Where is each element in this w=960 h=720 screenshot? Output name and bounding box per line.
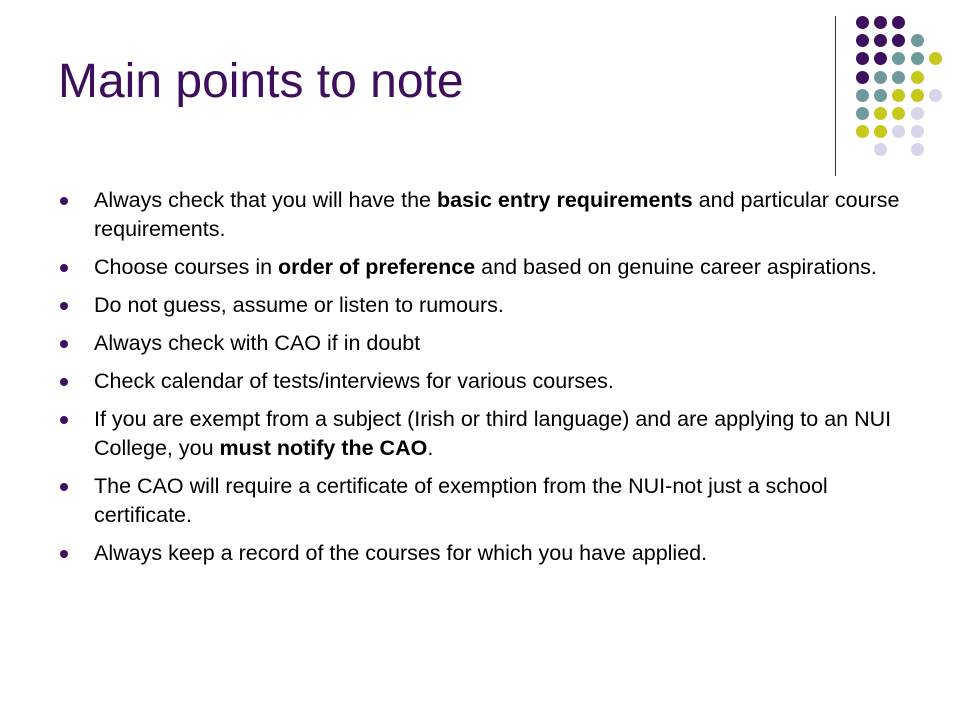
decorative-dot xyxy=(874,71,887,84)
bullet-text: and particular course requirements. xyxy=(94,188,900,241)
decorative-dot xyxy=(892,16,905,29)
slide-title: Main points to note xyxy=(58,55,464,108)
decorative-dot xyxy=(911,143,924,156)
bullet-text: If you are exempt from a subject (Irish or third language) and are applying to an NUI College, you xyxy=(94,407,892,460)
bullet-list xyxy=(58,186,908,577)
decorative-dot xyxy=(892,89,905,102)
decorative-dot xyxy=(911,107,924,120)
decorative-dot xyxy=(874,34,887,47)
decorative-dot xyxy=(856,52,869,65)
bullet-emphasis: order of preference xyxy=(278,255,476,279)
bullet-text: and based on genuine career aspirations. xyxy=(475,255,877,279)
decorative-dot xyxy=(892,34,905,47)
bullet-text: Check calendar of tests/interviews for various courses. xyxy=(94,369,614,393)
decorative-dot xyxy=(911,52,924,65)
bullet-item xyxy=(58,539,908,568)
decorative-dot xyxy=(874,89,887,102)
decorative-dot xyxy=(892,107,905,120)
bullet-text: Do not guess, assume or listen to rumours. xyxy=(94,293,504,317)
decorative-dot xyxy=(856,125,869,138)
bullet-emphasis: must notify the CAO xyxy=(219,436,428,460)
bullet-item xyxy=(58,367,908,396)
bullet-item xyxy=(58,329,908,358)
bullet-text: Always check with CAO if in doubt xyxy=(94,331,421,355)
decorative-dot xyxy=(874,52,887,65)
decorative-dot xyxy=(874,143,887,156)
decorative-dot xyxy=(856,16,869,29)
decorative-dot xyxy=(911,34,924,47)
decorative-dot xyxy=(874,125,887,138)
bullet-item xyxy=(58,253,908,282)
decorative-dot xyxy=(892,125,905,138)
bullet-text: The CAO will require a certificate of exemption from the NUI-not just a school certificate. xyxy=(94,474,828,527)
decorative-dot xyxy=(929,52,942,65)
decorative-dot xyxy=(911,125,924,138)
bullet-emphasis: basic entry requirements xyxy=(436,188,693,212)
decorative-dot xyxy=(856,71,869,84)
bullet-item xyxy=(58,291,908,320)
bullet-text: . xyxy=(427,436,434,460)
decorative-dot xyxy=(929,89,942,102)
decorative-dot xyxy=(874,16,887,29)
decorative-dot xyxy=(856,107,869,120)
decorative-dot xyxy=(856,34,869,47)
title-divider-line xyxy=(835,16,836,176)
decorative-dot xyxy=(856,89,869,102)
bullet-text: Always check that you will have the xyxy=(94,188,437,212)
decorative-dot xyxy=(892,71,905,84)
bullet-item xyxy=(58,472,908,530)
decorative-dot xyxy=(874,107,887,120)
bullet-item xyxy=(58,186,908,244)
decorative-dot xyxy=(911,71,924,84)
bullet-item xyxy=(58,405,908,463)
bullet-text: Choose courses in xyxy=(94,255,279,279)
decorative-dot xyxy=(911,89,924,102)
bullet-text: Always keep a record of the courses for which you have applied. xyxy=(94,541,708,565)
decorative-dot xyxy=(892,52,905,65)
